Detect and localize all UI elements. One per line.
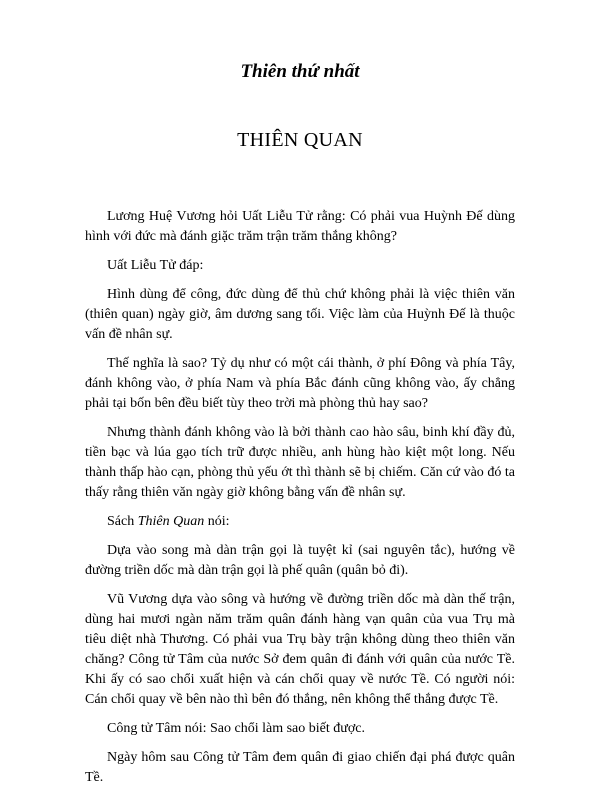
chapter-heading: Thiên thứ nhất (240, 61, 360, 82)
body-text (85, 207, 515, 797)
paragraph: Công tử Tâm nói: Sao chổi làm sao biết được. (107, 721, 365, 736)
paragraph: Nhưng thành đánh không vào là bởi thành cao hào sâu, binh khí đầy đủ, tiền bạc và lúa gạo tích trữ được nhiều, anh hùng hào kiệt một long. Nếu thành thấp hào cạn, phòng thủ yếu ớt thì thành sẽ bị chiếm. Căn cứ vào đó ta thấy rằng thiên văn ngày giờ không bằng vấn đề nhân sự. (85, 425, 515, 500)
book-name: Thiên Quan (137, 514, 205, 529)
paragraph: Thế nghĩa là sao? Tỷ dụ như có một cái thành, ở phí Đông và phía Tây, đánh không vào, ở phía Nam và phía Bắc đánh cũng không vào, ấy chẳng phải tại bốn bên đều biết tùy theo trời mà phòng thủ hay sao? (85, 356, 515, 411)
paragraph: Dựa vào song mà dàn trận gọi là tuyệt kỉ (sai nguyên tắc), hướng về đường triền dốc mà dàn trận gọi là phế quân (quân bỏ đi). (85, 543, 515, 578)
paragraph: Uất Liễu Tử đáp: (107, 258, 204, 273)
paragraph: Ngày hôm sau Công tử Tâm đem quân đi giao chiến đại phá được quân Tề. (85, 750, 515, 785)
source-prefix: Sách (107, 514, 138, 529)
source-line (85, 512, 515, 532)
chapter-title: THIÊN QUAN (237, 129, 363, 151)
paragraph: Lương Huệ Vương hỏi Uất Liễu Tử rằng: Có phải vua Huỳnh Đế dùng hình với đức mà đánh giặc trăm trận trăm thắng không? (85, 209, 515, 244)
paragraph: Vũ Vương dựa vào sông và hướng về đường triền dốc mà dàn thế trận, dùng hai mươi ngàn năm trăm quân đánh hàng vạn quân của vua Trụ mà tiêu diệt nhà Thương. Có phải vua Trụ bày trận không dùng theo thiên văn chăng? Công tử Tâm của nước Sở đem quân đi đánh với quân của nước Tề. Khi ấy có sao chổi xuất hiện và cán chổi quay về nước Tề. Có người nói: Cán chổi quay về bên nào thì bên đó thắng, nên không thể thắng được Tề. (85, 592, 515, 707)
source-suffix: nói: (204, 514, 230, 529)
paragraph: Hình dùng để công, đức dùng để thủ chứ không phải là việc thiên văn (thiên quan) ngày giờ, âm dương sang tối. Việc làm của Huỳnh Đế là thuộc vấn đề nhân sự. (85, 287, 515, 342)
